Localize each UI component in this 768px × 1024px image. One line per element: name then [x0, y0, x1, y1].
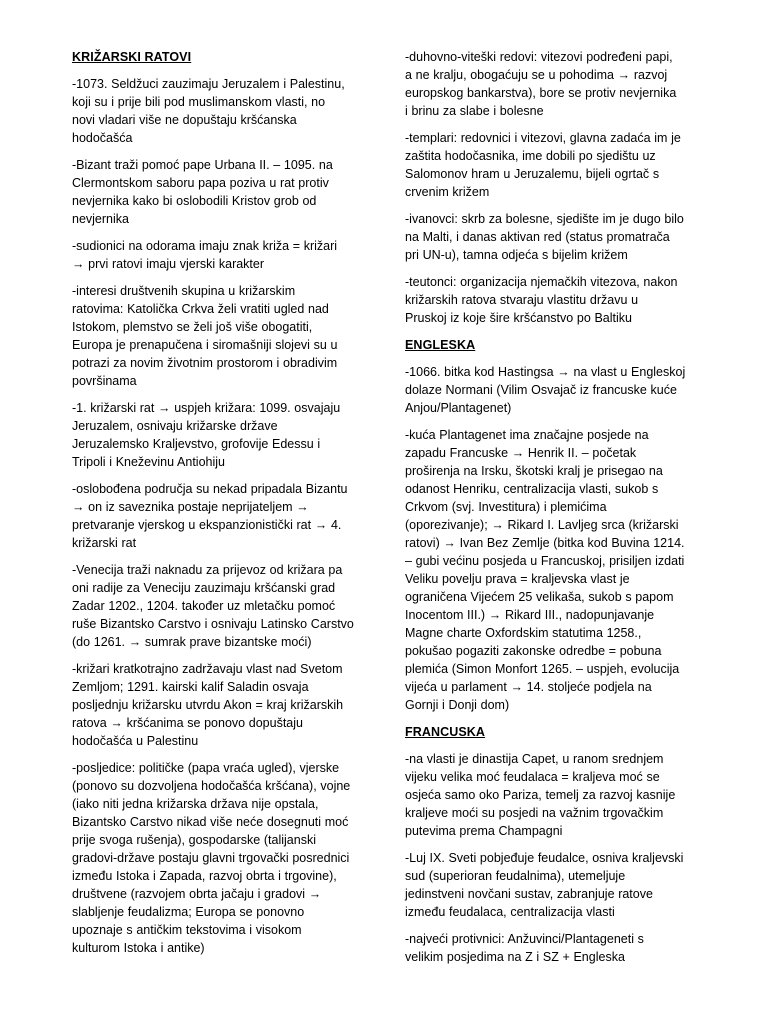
right-block-england [405, 363, 695, 714]
paragraph [72, 759, 362, 957]
text-line: europskog bankarstva), bore se protiv nevjernika [405, 86, 677, 100]
paragraph [405, 930, 695, 966]
paragraph [72, 156, 362, 228]
text-line: vijeku velika moć feudalaca = kraljeva moć se [405, 770, 660, 784]
text-line: između feudalaca, centralizacija vlasti [405, 905, 615, 919]
text-line: nevjernika kako bi oslobodili Kristov grob od [72, 194, 317, 208]
text-line: -1. križarski rat → uspjeh križara: 1099. osvajaju [72, 401, 341, 415]
text-line: Crkvom (svj. Investitura) i plemićima [405, 500, 607, 514]
paragraph [72, 399, 362, 471]
text-line: Gornji i Donji dom) [405, 698, 510, 712]
text-line: ratova → kršćanima se ponovo dopuštaju [72, 716, 303, 730]
text-line: proširenja na Irsku, škotski kralj je prisegao na [405, 464, 663, 478]
text-line: -na vlasti je dinastija Capet, u ranom srednjem [405, 752, 664, 766]
text-line: posljednju križarsku utvrdu Akon = kraj križarskih [72, 698, 344, 712]
text-line: Bizantsko Carstvo nikad više neće dosegnuti moć [72, 815, 349, 829]
text-line: (ponovo su dozvoljena hodočašća kršćana), vojne [72, 779, 351, 793]
text-line: -Luj IX. Sveti pobjeđuje feudalce, osniva kraljevski [405, 851, 684, 865]
paragraph [72, 75, 362, 147]
text-line: (iako niti jedna križarska država nije opstala, [72, 797, 319, 811]
text-line: Clermontskom saboru papa poziva u rat protiv [72, 176, 329, 190]
text-line: vijeća u parlament → 14. stoljeće podjela na [405, 680, 652, 694]
text-line: kulturom Istoka i antike) [72, 941, 205, 955]
left-column [72, 48, 362, 966]
text-line: ograničena Vijećem 25 velikaša, sukob s papom [405, 590, 674, 604]
text-line: a ne kralju, obogaćuju se u pohodima → razvoj [405, 68, 668, 82]
text-line: osjeća samo oko Pariza, temelj za razvoj kasnije [405, 788, 676, 802]
text-line: križarskih ratova stvaraju vlastitu državu u [405, 293, 639, 307]
text-line: plemića (Simon Monfort 1265. – uspjeh, evolucija [405, 662, 680, 676]
text-line: zapadu Francuske → Henrik II. – početak [405, 446, 637, 460]
text-line: slabljenje feudalizma; Europa se ponovno [72, 905, 305, 919]
paragraph [405, 849, 695, 921]
text-line: kraljeve moći su posjedi na važnim trgovačkim [405, 806, 664, 820]
text-line: dolaze Normani (Vilim Osvajač iz francuske kuće [405, 383, 677, 397]
paragraph [405, 750, 695, 840]
text-line: -teutonci: organizacija njemačkih vitezova, nakon [405, 275, 678, 289]
paragraph [72, 660, 362, 750]
text-line: Europa je prenapučena i siromašniji slojevi su u [72, 338, 338, 352]
text-line: i brinu za slabe i bolesne [405, 104, 544, 118]
text-line: -Venecija traži naknadu za prijevoz od križara pa [72, 563, 343, 577]
text-line: -interesi društvenih skupina u križarskim [72, 284, 296, 298]
text-line: između Istoka i Zapada, razvoj obrta i trgovine), [72, 869, 337, 883]
text-line: pokušao pogaziti zakonske odredbe = pobuna [405, 644, 662, 658]
text-line: hodočašća [72, 131, 133, 145]
paragraph [72, 237, 362, 273]
text-line: Tripoli i Kneževinu Antiohiju [72, 455, 225, 469]
text-line: -ivanovci: skrb za bolesne, sjedište im je dugo bilo [405, 212, 684, 226]
text-line: -Bizant traži pomoć pape Urbana II. – 1095. na [72, 158, 333, 172]
text-line: ratovima: Katolička Crkva želi vratiti ugled nad [72, 302, 329, 316]
text-line: pri UN-u), tamna odjeća s bijelim križem [405, 248, 628, 262]
paragraph [72, 480, 362, 552]
text-line: -oslobođena područja su nekad pripadala Bizantu [72, 482, 348, 496]
text-line: – gubi većinu posjeda u Francuskoj, prisiljen izdati [405, 554, 685, 568]
text-line: ratovi) → Ivan Bez Zemlje (bitka kod Buvina 1214. [405, 536, 685, 550]
text-line: nevjernika [72, 212, 129, 226]
text-line: križarski rat [72, 536, 137, 550]
text-line: Anjou/Plantagenet) [405, 401, 512, 415]
text-line: Zemljom; 1291. kairski kalif Saladin osvaja [72, 680, 309, 694]
text-line: novi vladari više ne dopuštaju kršćanska [72, 113, 297, 127]
text-line: hodočašća u Palestinu [72, 734, 199, 748]
text-line: (oporezivanje); → Rikard I. Lavljeg srca (križarski [405, 518, 679, 532]
text-line: → on iz saveznika postaje neprijateljem → [72, 500, 309, 514]
paragraph [72, 561, 362, 651]
text-line: -križari kratkotrajno zadržavaju vlast nad Svetom [72, 662, 343, 676]
paragraph [405, 129, 695, 201]
text-line: Jeruzalemsko Kraljevstvo, grofovije Edessu i [72, 437, 321, 451]
section-title-crusades: KRIŽARSKI RATOVI [72, 50, 192, 64]
text-line: velikim posjedima na Z i SZ + Engleska [405, 950, 625, 964]
text-line: -sudionici na odorama imaju znak križa = križari [72, 239, 338, 253]
text-line: oni radije za Veneciju zauzimaju kršćanski grad [72, 581, 336, 595]
text-line: zaštita hodočasnika, ime dobili po sjedištu uz [405, 149, 656, 163]
text-line: potrazi za novim životnim prostorom i obradivim [72, 356, 338, 370]
text-line: Veliku povelju prava = kraljevska vlast je [405, 572, 630, 586]
right-block-orders [405, 48, 695, 327]
paragraph [72, 282, 362, 390]
section-title-england: ENGLESKA [405, 338, 476, 352]
text-line: -kuća Plantagenet ima značajne posjede na [405, 428, 649, 442]
text-line: prije svoga rušenja), gospodarske (talijanski [72, 833, 316, 847]
text-line: upoznaje s antičkim tekstovima i visokom [72, 923, 302, 937]
text-line: pretvaranje vjerskog u ekspanzionistički rat → 4. [72, 518, 342, 532]
text-line: Inocentom III.) → Rikard III., nadopunjavanje [405, 608, 655, 622]
text-line: -1073. Seldžuci zauzimaju Jeruzalem i Palestinu, [72, 77, 345, 91]
paragraph [405, 363, 695, 417]
text-line: odanost Henriku, centralizacija vlasti, sukob s [405, 482, 659, 496]
text-line: Jeruzalem, osnivaju križarske države [72, 419, 278, 433]
paragraph [405, 48, 695, 120]
text-line: -templari: redovnici i vitezovi, glavna zadaća im je [405, 131, 681, 145]
text-line: društvene (razvojem obrta jačaju i gradovi → [72, 887, 322, 901]
text-line: jedinstveni novčani sustav, zabranjuje ratove [405, 887, 653, 901]
text-line: -duhovno-viteški redovi: vitezovi podređeni papi, [405, 50, 673, 64]
paragraph [405, 210, 695, 264]
text-line: Zadar 1202., 1204. također uz mletačku pomoć [72, 599, 336, 613]
text-line: Salomonov hram u Jeruzalemu, bijeli ogrtač s [405, 167, 660, 181]
text-line: crvenim križem [405, 185, 490, 199]
right-block-france [405, 750, 695, 966]
text-line: -posljedice: političke (papa vraća ugled), vjerske [72, 761, 340, 775]
text-line: ruše Bizantsko Carstvo i osnivaju Latinsko Carstvo [72, 617, 354, 631]
text-line: (do 1261. → sumrak prave bizantske moći) [72, 635, 312, 649]
text-line: koji su i prije bili pod muslimanskom vlasti, no [72, 95, 326, 109]
section-title-france: FRANCUSKA [405, 725, 486, 739]
right-column [405, 48, 695, 975]
text-line: putevima prema Champagni [405, 824, 563, 838]
text-line: -najveći protivnici: Anžuvinci/Plantageneti s [405, 932, 644, 946]
text-line: gradovi-države postaju glavni trgovački posrednici [72, 851, 350, 865]
text-line: Istokom, plemstvo se želi još više obogatiti, [72, 320, 313, 334]
paragraph [405, 426, 695, 714]
text-line: sud (superioran feudalnima), utemeljuje [405, 869, 626, 883]
left-paragraphs [72, 75, 362, 957]
text-line: -1066. bitka kod Hastingsa → na vlast u Engleskoj [405, 365, 686, 379]
paragraph [405, 273, 695, 327]
text-line: Magne charte Oxfordskim statutima 1258., [405, 626, 642, 640]
text-line: na Malti, i danas aktivan red (status promatrača [405, 230, 670, 244]
text-line: površinama [72, 374, 137, 388]
text-line: Pruskoj iz koje šire kršćanstvo po Baltiku [405, 311, 632, 325]
text-line: → prvi ratovi imaju vjerski karakter [72, 257, 265, 271]
